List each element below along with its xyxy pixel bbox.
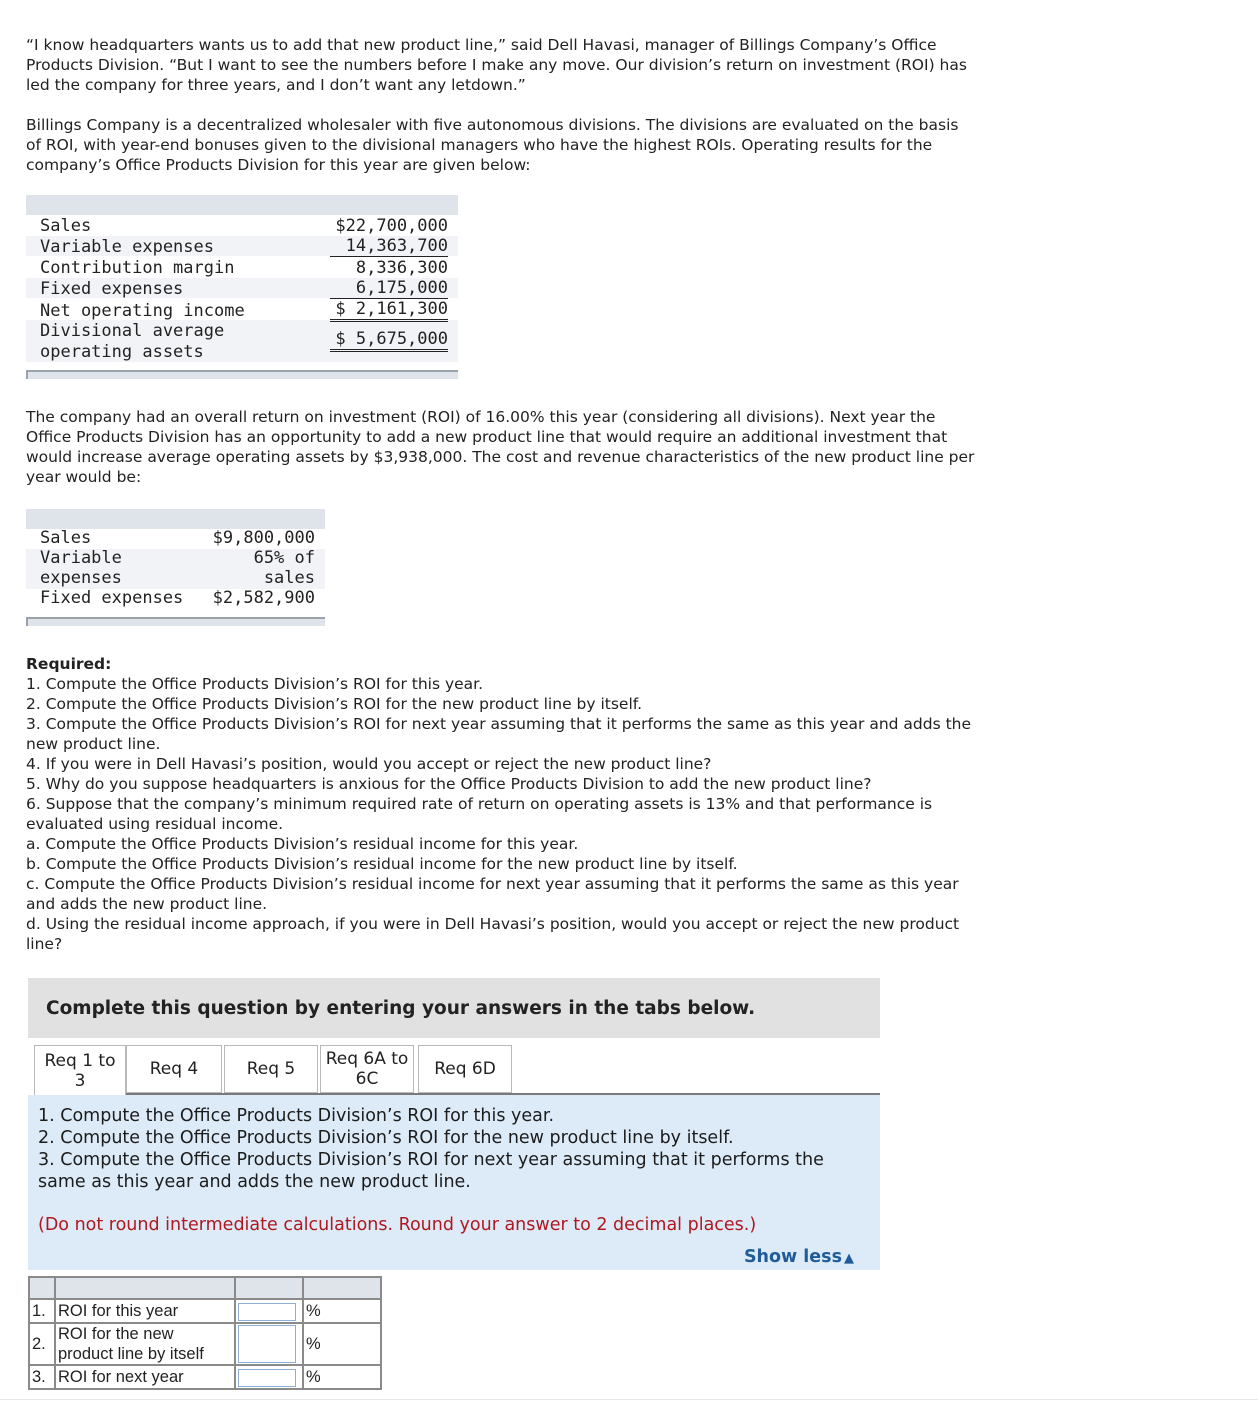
- operating-results-table: [26, 195, 458, 380]
- tab-req-4[interactable]: [126, 1045, 222, 1093]
- tab-label: Req 5: [246, 1059, 296, 1079]
- required-item: 3. Compute the Office Products Division’s ROI for next year assuming that it performs the same as this year and adds the new product line.: [26, 715, 972, 753]
- answer-number: 3.: [29, 1365, 55, 1389]
- divisional-assets-label-line2: operating assets: [40, 342, 204, 362]
- answer-number: 1.: [29, 1299, 55, 1323]
- tab-req-1-to-3[interactable]: [34, 1045, 126, 1095]
- new-sales-value: $9,800,000: [212, 528, 315, 548]
- tab-label-line1: Req 1 to: [44, 1050, 116, 1071]
- required-item: c. Compute the Office Products Division’s residual income for next year assuming that it performs the same as this year and adds the new product line.: [26, 875, 959, 913]
- show-less-link[interactable]: [744, 1247, 854, 1267]
- net-operating-income-label: Net operating income: [40, 301, 245, 321]
- question-panel: [28, 1095, 880, 1270]
- roi-next-year-input[interactable]: [238, 1369, 296, 1387]
- fixed-expenses-value: 6,175,000: [330, 278, 448, 299]
- answer-label: ROI for next year: [55, 1365, 235, 1389]
- new-product-line-table: [26, 509, 325, 627]
- roi-new-product-line-input[interactable]: [238, 1325, 296, 1363]
- required-item: b. Compute the Office Products Division’s residual income for the new product line by itself.: [26, 855, 738, 873]
- tab-label: Req 4: [149, 1059, 199, 1079]
- divisional-assets-label-line1: Divisional average: [40, 321, 225, 341]
- answer-label-line1: ROI for the new: [58, 1325, 174, 1343]
- intro-paragraph-1: “I know headquarters wants us to add that new product line,” said Dell Havasi, manager of Billings Company’s Office Products Division. “But I want to see the numbers before I make any move. Our division’s return on investment (ROI) has led the company for three years, and I don’t want any letdown.”: [26, 36, 967, 94]
- net-operating-income-value: $ 2,161,300: [330, 299, 448, 322]
- required-item: 4. If you were in Dell Havasi’s position, would you accept or reject the new product line?: [26, 755, 712, 773]
- variable-expenses-value: 14,363,700: [330, 236, 448, 257]
- answer-row: [29, 1365, 381, 1389]
- rounding-note: (Do not round intermediate calculations. Round your answer to 2 decimal places.): [38, 1215, 757, 1235]
- percent-unit: %: [303, 1365, 381, 1389]
- tab-label-line1: Req 6A to: [325, 1049, 409, 1069]
- new-variable-label-line2: expenses: [40, 568, 122, 588]
- page-divider: [0, 1399, 1258, 1400]
- new-fixed-value: $2,582,900: [212, 588, 315, 608]
- new-fixed-label: Fixed expenses: [40, 588, 184, 608]
- answer-number: 2.: [29, 1323, 55, 1365]
- show-less-label: Show less: [743, 1247, 842, 1267]
- required-item: 1. Compute the Office Products Division’s ROI for this year.: [26, 675, 484, 693]
- tab-req-6a-to-6c[interactable]: [320, 1045, 414, 1093]
- tab-req-6d[interactable]: [418, 1045, 512, 1093]
- answer-row: [29, 1299, 381, 1323]
- panel-question-3: 3. Compute the Office Products Division’s ROI for next year assuming that it performs the same as this year and adds the new product line.: [38, 1150, 824, 1192]
- answer-label: ROI for this year: [55, 1299, 235, 1323]
- answer-row: [29, 1323, 381, 1365]
- tab-label-line2: 3: [74, 1070, 86, 1091]
- required-item: d. Using the residual income approach, if you were in Dell Havasi’s position, would you accept or reject the new product line?: [26, 915, 960, 953]
- contribution-margin-value: 8,336,300: [355, 258, 448, 278]
- panel-question-1: 1. Compute the Office Products Division’s ROI for this year.: [38, 1106, 555, 1126]
- intro-paragraph-3: The company had an overall return on investment (ROI) of 16.00% this year (considering all divisions). Next year the Office Products Division has an opportunity to add a new product line that would require an additional investment that would increase average operating assets by $3,938,000. The cost and revenue characteristics of the new product line per year would be:: [26, 408, 975, 486]
- panel-question-2: 2. Compute the Office Products Division’s ROI for the new product line by itself.: [38, 1128, 734, 1148]
- sales-value: $22,700,000: [335, 216, 448, 236]
- variable-expenses-label: Variable expenses: [40, 237, 214, 257]
- percent-unit: %: [303, 1323, 381, 1365]
- required-item: a. Compute the Office Products Division’s residual income for this year.: [26, 835, 579, 853]
- answer-table: [28, 1276, 382, 1390]
- roi-this-year-input[interactable]: [238, 1303, 296, 1321]
- tab-req-5[interactable]: [224, 1045, 318, 1093]
- required-section: [26, 654, 976, 954]
- new-variable-value-line2: sales: [263, 568, 315, 588]
- new-variable-value-line1: 65% of: [253, 548, 315, 568]
- new-sales-label: Sales: [40, 528, 92, 548]
- answer-label-line2: product line by itself: [58, 1345, 204, 1363]
- required-item: 6. Suppose that the company’s minimum required rate of return on operating assets is 13% and that performance is evaluated using residual income.: [26, 795, 933, 833]
- caret-up-icon: ▲: [844, 1251, 854, 1266]
- contribution-margin-label: Contribution margin: [40, 258, 235, 278]
- percent-unit: %: [303, 1299, 381, 1323]
- sales-label: Sales: [40, 216, 92, 236]
- panel-questions: [38, 1105, 868, 1193]
- intro-paragraph-2: Billings Company is a decentralized wholesaler with five autonomous divisions. The divisions are evaluated on the basis of ROI, with year-end bonuses given to the divisional managers who have the highest ROIs. Operating results for the company’s Office Products Division for this year are given below:: [26, 116, 959, 174]
- fixed-expenses-label: Fixed expenses: [40, 279, 184, 299]
- tab-label: Req 6D: [434, 1059, 496, 1079]
- divisional-assets-value: $ 5,675,000: [330, 329, 448, 352]
- instruction-banner: Complete this question by entering your answers in the tabs below.: [28, 978, 880, 1038]
- tab-label-line2: 6C: [355, 1069, 379, 1089]
- required-title: Required:: [26, 655, 112, 673]
- new-variable-label-line1: Variable: [40, 548, 122, 568]
- required-item: 5. Why do you suppose headquarters is anxious for the Office Products Division to add the new product line?: [26, 775, 872, 793]
- required-item: 2. Compute the Office Products Division’s ROI for the new product line by itself.: [26, 695, 643, 713]
